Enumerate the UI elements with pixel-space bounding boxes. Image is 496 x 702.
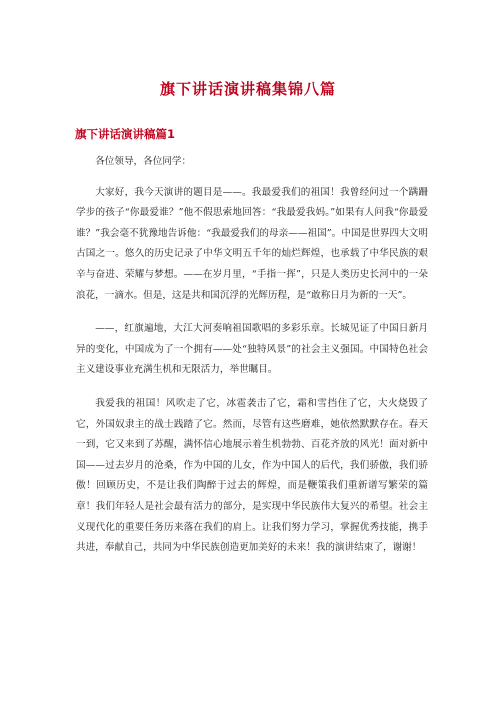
body-paragraph: 我爱我的祖国！风吹走了它，冰雹袭击了它，霜和雪挡住了它，大火烧毁了它，外国奴隶主的战士践踏了它。然而，尽管有这些磨难，她依然默默存在。春天一到，它又来到了苏醒，满怀信心地展示着生机勃勃、百花齐放的风光！面对新中国——过去岁月的沧桑，作为中国的儿女，作为中国人的后代，我们骄傲，我们骄傲！回顾历史，不是让我们陶醉于过去的辉煌，而是鞭策我们重新谱写繁荣的篇章！我们年轻人是社会最有活力的部分，是实现中华民族伟大复兴的希望。社会主义现代化的重要任务历来落在我们的肩上。让我们努力学习，掌握优秀技能，携手共进，奉献自己，共同为中华民族创造更加美好的未来！我的演讲结束了，谢谢！ — [76, 397, 428, 554]
body-paragraph: 大家好，我今天演讲的题目是——。我最爱我们的祖国！我曾经问过一个蹒跚学步的孩子“你最爱谁？”他不假思索地回答：“我最爱我妈。”如果有人问我“你最爱谁？”我会毫不犹豫地告诉他：“我最爱我们的母亲——祖国”。中国是世界四大文明古国之一。悠久的历史记录了中华文明五千年的灿烂辉煌，也承载了中华民族的艰辛与奋进、荣耀与梦想。——在岁月里，“手指一挥”，只是人类历史长河中的一朵浪花，一滴水。但是，这是共和国沉浮的光辉历程，是“敢称日月为新的一天”。 — [76, 186, 428, 301]
section-heading: 旗下讲话演讲稿篇1 — [75, 127, 176, 141]
body-paragraph: ——，红旗遍地，大江大河奏响祖国歌唱的多彩乐章。长城见证了中国日新月异的变化，中国成为了一个拥有——处“独特风景”的社会主义强国。中国特色社会主义建设事业充满生机和无限活力，举世瞩目。 — [76, 323, 428, 376]
salutation-paragraph: 各位领导，各位同学： — [95, 156, 192, 167]
document-title: 旗下讲话演讲稿集锦八篇 — [159, 80, 336, 98]
document-body — [76, 152, 428, 572]
